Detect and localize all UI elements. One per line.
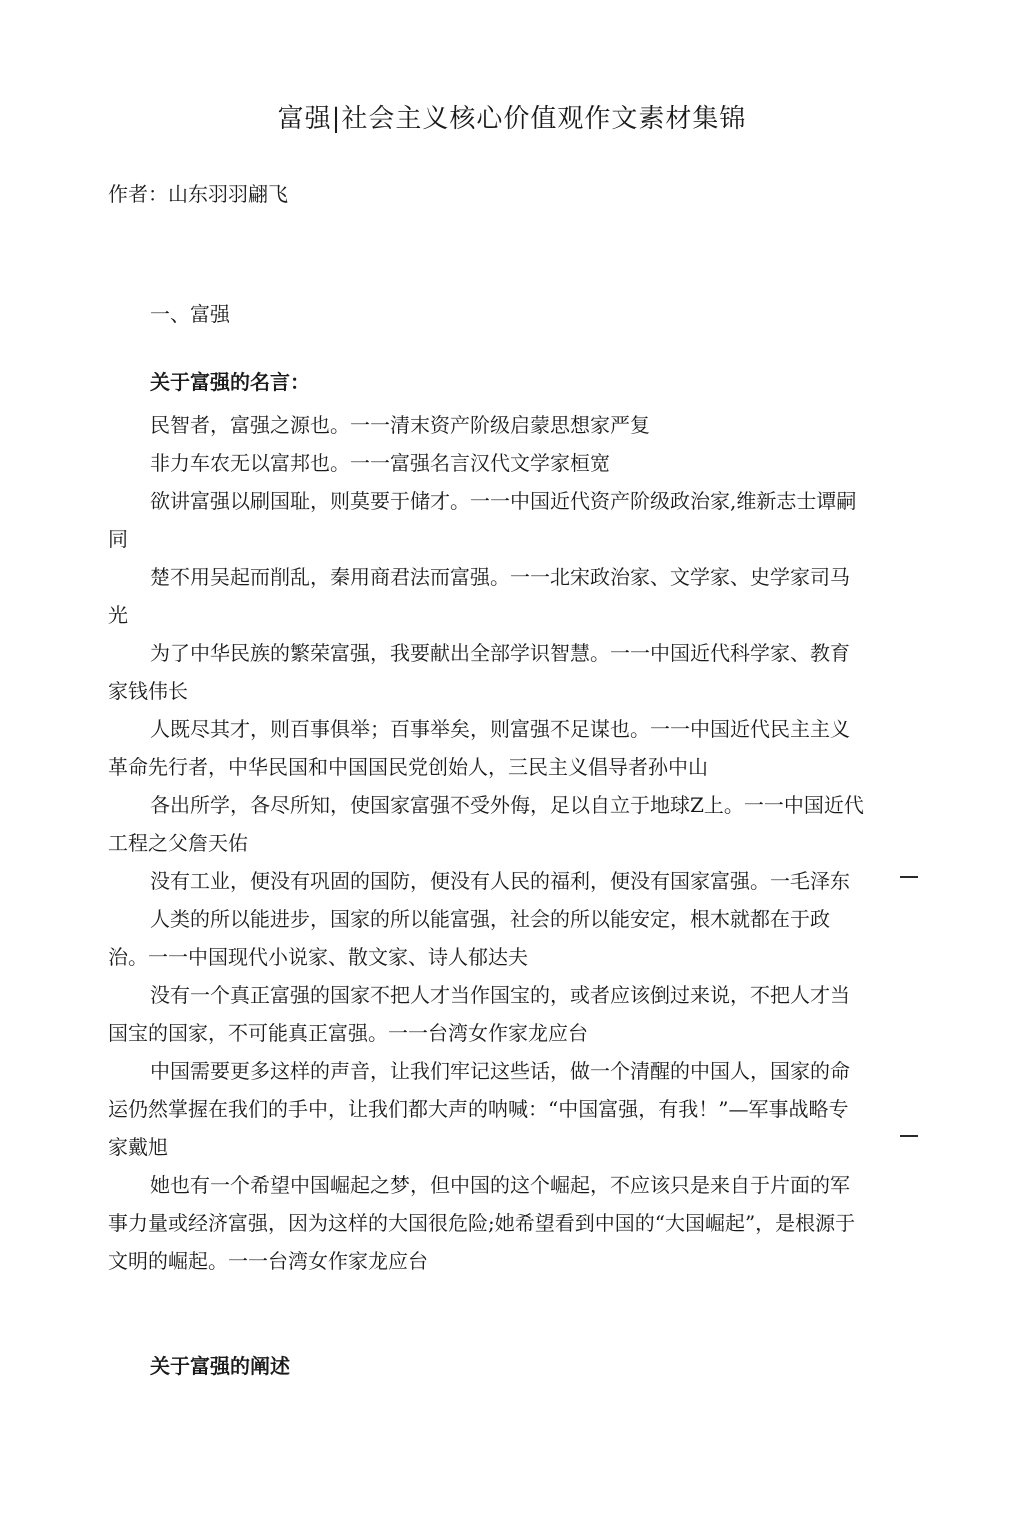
quotes-list: [108, 406, 868, 1280]
quote-item: 非力车农无以富邦也。一一富强名言汉代文学家桓宽: [150, 451, 610, 475]
quote-item: 没有工业，便没有巩固的国防，便没有人民的福利，便没有国家富强。一毛泽东: [150, 869, 850, 893]
quote-item: 人类的所以能进步，国家的所以能富强，社会的所以能安定，根木就都在于政治。一一中国现代小说家、散文家、诗人郁达夫: [108, 907, 830, 969]
margin-dash: [900, 1135, 918, 1137]
margin-dash: [900, 876, 918, 878]
quote-item: 各出所学，各尽所知，使国家富强不受外侮，足以自立于地球Z上。一一中国近代工程之父詹天佑: [108, 793, 864, 855]
quote-item: 为了中华民族的繁荣富强，我要献出全部学识智慧。一一中国近代科学家、教育家钱伟长: [108, 641, 850, 703]
section-heading: 一、富强: [150, 302, 230, 326]
quote-item: 楚不用吴起而削乱，秦用商君法而富强。一一北宋政治家、文学家、史学家司马光: [108, 565, 850, 627]
exposition-heading: 关于富强的阐述: [150, 1354, 290, 1378]
quote-item: 中国需要更多这样的声音，让我们牢记这些话，做一个清醒的中国人，国家的命运仍然掌握在我们的手中，让我们都大声的呐喊：“中国富强，有我！”—军事战略专家戴旭: [108, 1059, 850, 1159]
quote-item: 她也有一个希望中国崛起之梦，但中国的这个崛起，不应该只是来自于片面的军事力量或经济富强，因为这样的大国很危险;她希望看到中国的“大国崛起”，是根源于文明的崛起。一一台湾女作家龙应台: [108, 1173, 856, 1273]
author-line: 作者：山东羽羽翩飞: [108, 182, 288, 206]
quote-item: 没有一个真正富强的国家不把人才当作国宝的，或者应该倒过来说，不把人才当国宝的国家，不可能真正富强。一一台湾女作家龙应台: [108, 983, 850, 1045]
document-title: 富强|社会主义核心价值观作文素材集锦: [277, 104, 747, 134]
quote-item: 人既尽其才，则百事俱举；百事举矣，则富强不足谋也。一一中国近代民主主义革命先行者，中华民国和中国国民党创始人，三民主义倡导者孙中山: [108, 717, 850, 779]
quote-item: 民智者，富强之源也。一一清末资产阶级启蒙思想家严复: [150, 413, 650, 437]
quote-item: 欲讲富强以刷国耻，则莫要于储才。一一中国近代资产阶级政治家,维新志士谭嗣同: [108, 489, 857, 551]
quotes-heading: 关于富强的名言：: [150, 370, 310, 394]
